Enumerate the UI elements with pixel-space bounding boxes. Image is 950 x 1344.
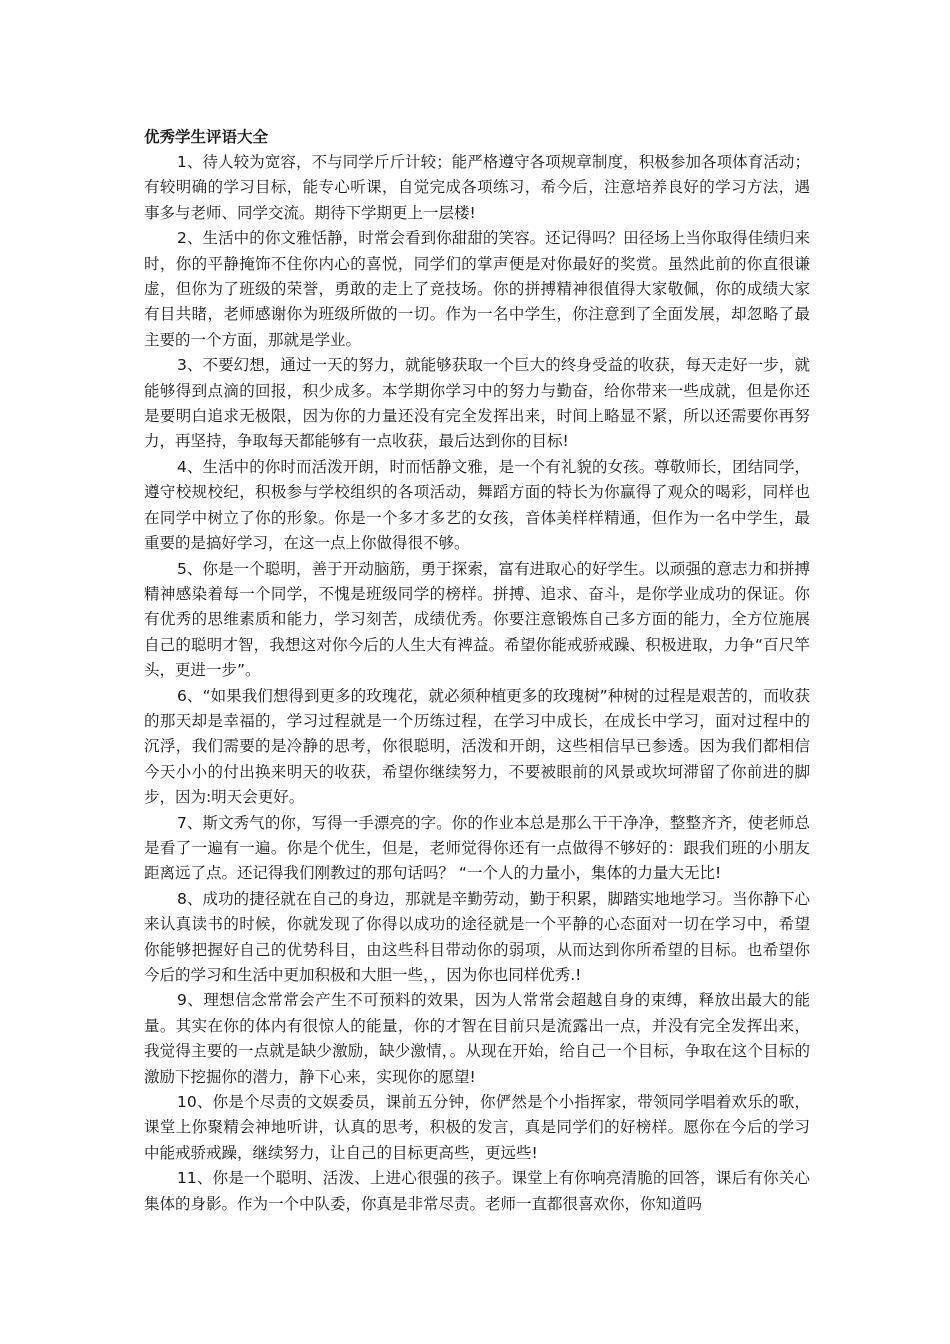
- comment-paragraph-6: 6、“如果我们想得到更多的玫瑰花，就必须种植更多的玫瑰树”种树的过程是艰苦的，而收获的那天却是幸福的，学习过程就是一个历练过程，在学习中成长，在成长中学习，面对过程中的沉浮，我们需要的是冷静的思考，你很聪明，活泼和开朗，这些相信早已参透。因为我们都相信今天小小的付出换来明天的收获，希望你继续努力，不要被眼前的风景或坎坷滞留了你前进的脚步，因为:明天会更好。: [144, 686, 810, 807]
- document-title: 优秀学生评语大全: [144, 128, 269, 146]
- comment-paragraph-3: 3、不要幻想，通过一天的努力，就能够获取一个巨大的终身受益的收获，每天走好一步，就能够得到点滴的回报，积少成多。本学期你学习中的努力与勤奋，给你带来一些成就，但是你还是要明白追求无极限，因为你的力量还没有完全发挥出来，时间上略显不紧，所以还需要你再努力，再坚持，争取每天都能够有一点收获，最后达到你的目标!: [144, 356, 810, 451]
- comment-paragraph-11: 11、你是一个聪明、活泼、上进心很强的孩子。课堂上有你响亮清脆的回答，课后有你关心集体的身影。作为一个中队委，你真是非常尽责。老师一直都很喜欢你，你知道吗: [144, 1169, 810, 1213]
- document-page: [144, 124, 810, 1217]
- comment-paragraph-7: 7、斯文秀气的你，写得一手漂亮的字。你的作业本总是那么干干净净，整整齐齐，使老师总是看了一遍有一遍。你是个优生，但是，老师觉得你还有一点做得不够好的：跟我们班的小朋友距离远了点。还记得我们刚教过的那句话吗？ “一个人的力量小，集体的力量大无比!: [144, 813, 810, 883]
- comment-paragraph-1: 1、待人较为宽容，不与同学斤斤计较；能严格遵守各项规章制度，积极参加各项体育活动；有较明确的学习目标，能专心听课，自觉完成各项练习，希今后，注意培养良好的学习方法，遇事多与老师、同学交流。期待下学期更上一层楼!: [144, 153, 810, 222]
- comment-paragraph-2: 2、生活中的你文雅恬静，时常会看到你甜甜的笑容。还记得吗？田径场上当你取得佳绩归来时，你的平静掩饰不住你内心的喜悦，同学们的掌声便是对你最好的奖赏。虽然此前的你直很谦虚，但你为了班级的荣誉，勇敢的走上了竞技场。你的拼搏精神很值得大家敬佩，你的成绩大家有目共睹，老师感谢你为班级所做的一切。作为一名中学生，你注意到了全面发展，却忽略了最主要的一个方面，那就是学业。: [144, 229, 810, 349]
- comment-paragraph-4: 4、生活中的你时而活泼开朗，时而恬静文雅，是一个有礼貌的女孩。尊敬师长，团结同学，遵守校规校纪，积极参与学校组织的各项活动，舞蹈方面的特长为你赢得了观众的喝彩，同样也在同学中树立了你的形象。你是一个多才多艺的女孩，音体美样样精通，但作为一名中学生，最重要的是搞好学习，在这一点上你做得很不够。: [144, 457, 810, 553]
- comment-paragraph-5: 5、你是一个聪明，善于开动脑筋，勇于探索，富有进取心的好学生。以顽强的意志力和拼搏精神感染着每一个同学，不愧是班级同学的榜样。拼搏、追求、奋斗，是你学业成功的保证。你有优秀的思维素质和能力，学习刻苦，成绩优秀。你要注意锻炼自己多方面的能力，全方位施展自己的聪明才智，我想这对你今后的人生大有裨益。希望你能戒骄戒躁、积极进取，力争“百尺竿头，更进一步”。: [144, 559, 810, 680]
- comment-paragraph-8: 8、成功的捷径就在自己的身边，那就是辛勤劳动，勤于积累，脚踏实地地学习。当你静下心来认真读书的时候，你就发现了你得以成功的途径就是一个平静的心态面对一切在学习中，希望你能够把握好自己的优势科目，由这些科目带动你的弱项，从而达到你所希望的目标。也希望你今后的学习和生活中更加积极和大胆一些，，因为你也同样优秀.!: [144, 889, 810, 984]
- comment-paragraph-9: 9、理想信念常常会产生不可预料的效果，因为人常常会超越自身的束缚，释放出最大的能量。其实在你的体内有很惊人的能量，你的才智在目前只是流露出一点，并没有完全发挥出来，我觉得主要的一点就是缺少激励，缺少激情，。从现在开始，给自己一个目标，争取在这个目标的激励下挖掘你的潜力，静下心来，实现你的愿望!: [144, 991, 810, 1086]
- comment-paragraph-10: 10、你是个尽责的文娱委员，课前五分钟，你俨然是个小指挥家，带领同学唱着欢乐的歌，课堂上你聚精会神地听讲，认真的思考，积极的发言，真是同学们的好榜样。愿你在今后的学习中能戒骄戒躁，继续努力，让自己的目标更高些，更远些!: [144, 1093, 810, 1162]
